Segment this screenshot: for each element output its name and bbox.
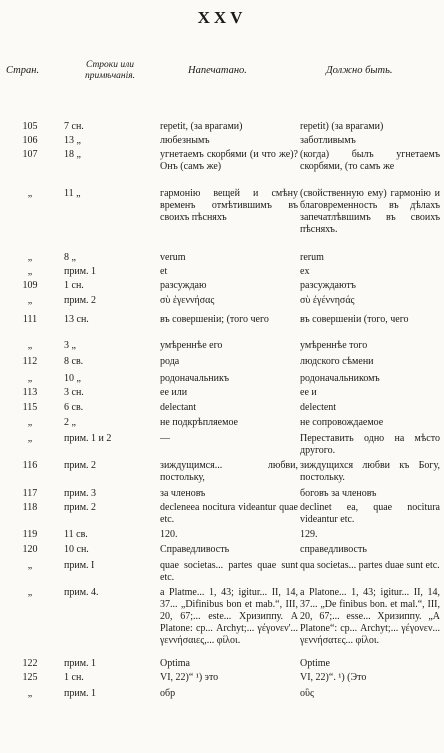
header-printed: Напечатано.	[188, 65, 247, 76]
row-line: прим. 2	[64, 502, 97, 513]
row-page: 125	[22, 672, 38, 683]
row-should-be: справедливость	[300, 544, 367, 555]
row-should-be: родоначальникомъ	[300, 373, 380, 384]
row-line: 18 „	[64, 149, 81, 160]
row-should-be: delectent	[300, 402, 337, 413]
row-page: „	[27, 373, 33, 384]
row-page: „	[27, 266, 33, 277]
row-page: 119	[22, 529, 38, 540]
row-printed: рода	[160, 356, 180, 367]
row-printed: delectant	[160, 402, 197, 413]
row-page: „	[27, 252, 33, 263]
row-should-be: Переставить одно на мѣсто другого.	[300, 433, 440, 456]
row-page: 120	[22, 544, 38, 555]
row-printed: VI, 22)“ ¹) это	[160, 672, 219, 683]
row-printed: за членовъ	[160, 488, 206, 499]
row-printed: Optima	[160, 658, 190, 669]
row-line: 3 „	[64, 340, 76, 351]
row-page: 118	[22, 502, 38, 513]
row-line: 8 „	[64, 252, 76, 263]
row-line: 10 „	[64, 373, 81, 384]
row-should-be: repetit) (за врагами)	[300, 121, 384, 132]
row-printed: въ совершеніи; (того чего	[160, 314, 269, 325]
row-printed: σὺ ἐγεννήσας	[160, 295, 215, 306]
row-line: прим. I	[64, 560, 95, 571]
row-page: „	[27, 188, 33, 199]
row-line: прим. 1 и 2	[64, 433, 112, 444]
row-printed: Справедливость	[160, 544, 230, 555]
row-printed: любезнымъ	[160, 135, 210, 146]
row-page: 112	[22, 356, 38, 367]
row-printed: гармонію вещей и смѣну временъ отмѣтившимъ въ своихъ пѣсняхъ	[160, 188, 298, 223]
row-page: 113	[22, 387, 38, 398]
row-line: 7 сн.	[64, 121, 84, 132]
row-line: 11 св.	[64, 529, 88, 540]
row-should-be: ex	[300, 266, 310, 277]
row-line: 13 сн.	[64, 314, 89, 325]
row-page: 105	[22, 121, 38, 132]
row-page: 106	[22, 135, 38, 146]
row-should-be: σὺ ἐγέννησάς	[300, 295, 355, 306]
row-page: „	[27, 560, 33, 571]
row-printed: οбр	[160, 688, 176, 699]
row-should-be: Optime	[300, 658, 330, 669]
row-page: 115	[22, 402, 38, 413]
row-printed: repetit, (за врагами)	[160, 121, 243, 132]
row-should-be: (свойственную ему) гармонію и благовременность въ дѣлахъ запечатлѣвшимъ въ своихъ пѣсняхъ.	[300, 188, 440, 235]
row-page: 122	[22, 658, 38, 669]
header-page: Стран.	[6, 65, 40, 76]
row-should-be: заботливымъ	[300, 135, 356, 146]
row-should-be: (когда) былъ угнетаемъ скорбями, (то самъ же	[300, 149, 440, 172]
row-should-be: въ совершеніи (того, чего	[300, 314, 409, 325]
row-should-be: боговъ за членовъ	[300, 488, 377, 499]
row-page: „	[27, 417, 33, 428]
row-page: „	[27, 433, 33, 444]
row-printed: ее или	[160, 387, 188, 398]
row-line: 1 сн.	[64, 280, 84, 291]
row-should-be: declinet ea, quae nocitura videantur etc.	[300, 502, 440, 525]
header-should-be: Должно быть.	[326, 65, 393, 76]
row-line: прим. 1	[64, 688, 97, 699]
row-page: 111	[22, 314, 38, 325]
row-line: прим. 2	[64, 460, 97, 471]
row-printed: родоначальникъ	[160, 373, 230, 384]
row-line: 13 „	[64, 135, 81, 146]
row-printed: угнетаемъ скорбями (и что же)? Онъ (самъ же)	[160, 149, 298, 172]
row-should-be: ее и	[300, 387, 317, 398]
row-line: прим. 1	[64, 658, 97, 669]
row-printed: et	[160, 266, 168, 277]
row-should-be: людского сѣмени	[300, 356, 374, 367]
row-line: прим. 1	[64, 266, 97, 277]
row-line: 2 „	[64, 417, 76, 428]
row-line: 8 св.	[64, 356, 84, 367]
row-printed: 120.	[160, 529, 178, 540]
row-printed: не подкрѣпляемое	[160, 417, 238, 428]
header-lines: Строки или примѣчанія.	[84, 60, 136, 81]
row-line: прим. 2	[64, 295, 97, 306]
row-page: 117	[22, 488, 38, 499]
row-should-be: οὓς	[300, 688, 314, 699]
row-printed: зиждущимся... любви, постольку,	[160, 460, 298, 483]
row-line: прим. 3	[64, 488, 97, 499]
row-line: прим. 4.	[64, 587, 99, 598]
row-printed: a Platme... 1, 43; igitur... II, 14, 37... „Difinibus bon et mab.“, III, 20, 67;... este... Хризиппу. A Platone: ср... Archyt;... γέγονεν'... γεννήσαιες,... φίλοι.	[160, 587, 298, 646]
row-page: „	[27, 587, 33, 598]
row-should-be: VI, 22)“. ¹) (Это	[300, 672, 367, 683]
row-line: 1 сн.	[64, 672, 84, 683]
row-page: 107	[22, 149, 38, 160]
row-printed: verum	[160, 252, 186, 263]
row-printed: умѣреннѣе его	[160, 340, 223, 351]
row-page: „	[27, 340, 33, 351]
row-printed: —	[160, 433, 170, 444]
row-printed: разсуждаю	[160, 280, 207, 291]
row-should-be: не сопровождаемое	[300, 417, 384, 428]
row-should-be: зиждущихся любви къ Богу, постольку.	[300, 460, 440, 483]
row-should-be: a Platone... 1, 43; igitur... II, 14, 37... „De finibus bon. et mal.“, III, 20, 67;... esse... Хризиппу. „A Platone“: ср... Archyt;... γέγονεν... γεννήσατες... φίλοι.	[300, 587, 440, 646]
row-page: „	[27, 688, 33, 699]
table-header	[0, 60, 444, 100]
row-line: 3 сн.	[64, 387, 84, 398]
row-should-be: qua societas... partes duae sunt etc.	[300, 560, 440, 571]
row-should-be: 129.	[300, 529, 318, 540]
row-printed: quae societas... partes quae sunt etc.	[160, 560, 298, 583]
row-should-be: разсуждаютъ	[300, 280, 356, 291]
row-line: 10 сн.	[64, 544, 89, 555]
row-page: 116	[22, 460, 38, 471]
row-line: 11 „	[64, 188, 81, 199]
row-should-be: умѣреннѣе того	[300, 340, 368, 351]
row-printed: decleneea nocitura videantur quae etc.	[160, 502, 298, 525]
row-line: 6 св.	[64, 402, 84, 413]
row-page: „	[27, 295, 33, 306]
row-page: 109	[22, 280, 38, 291]
row-should-be: rerum	[300, 252, 324, 263]
page-number: XXV	[197, 8, 247, 27]
